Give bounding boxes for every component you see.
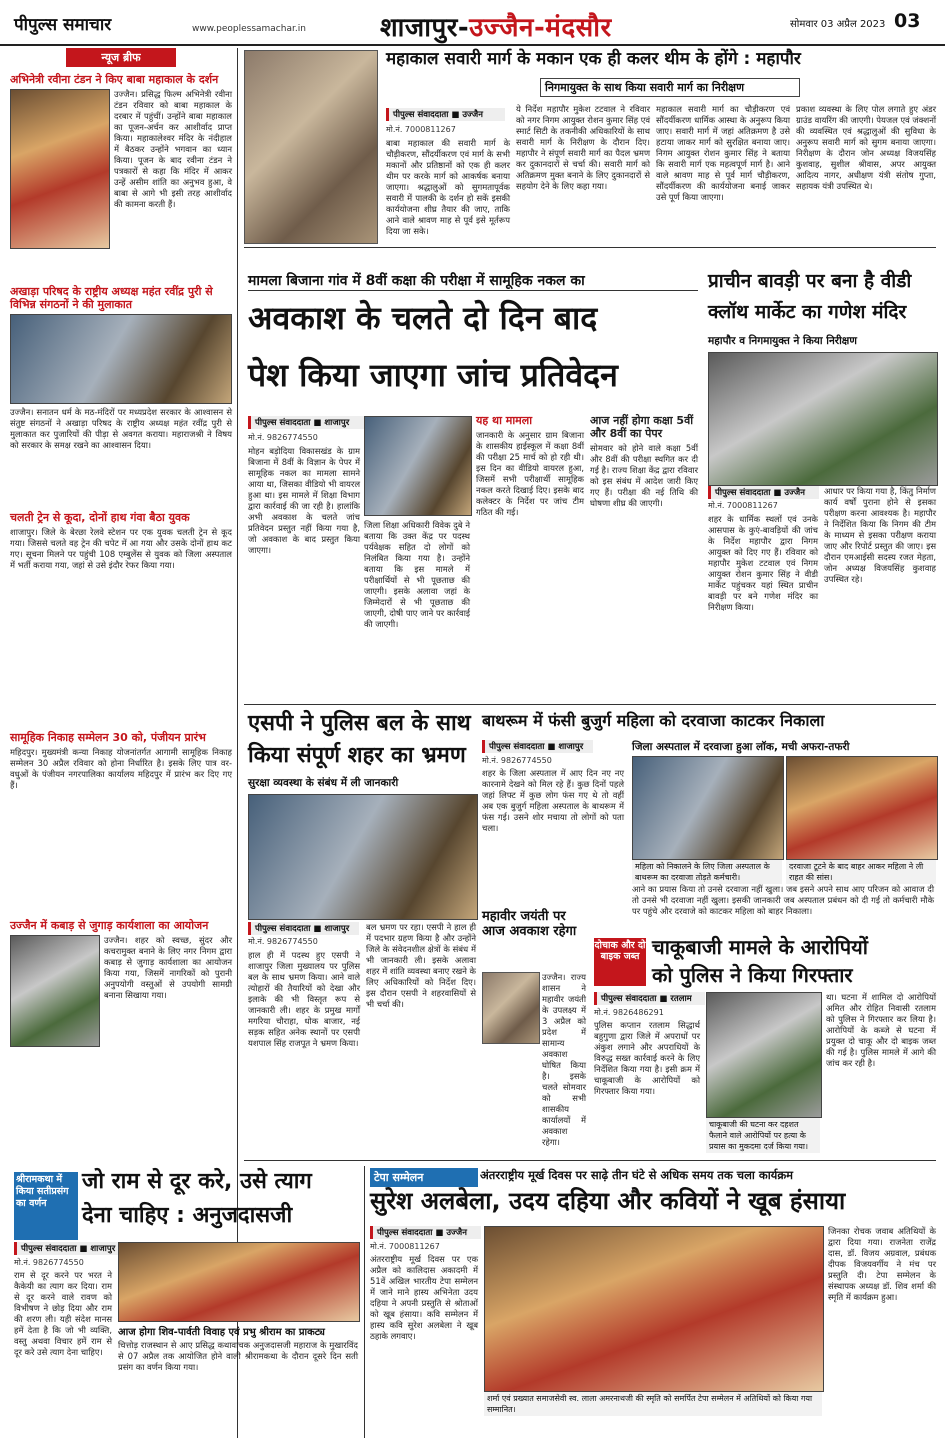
column-divider — [364, 1166, 365, 1438]
knife-col1: पुलिस कप्तान रतलाम सिद्धार्थ बहुगुणा द्वारा जिले में अपराधों पर अंकुश लगाने और अपराधियों के विरुद्ध सख्त कार्रवाई करने के लिए निर्देशित किया गया है। इसी क्रम में चाकूबाजी के आरोपियों को गिरफ्तार किया गया। — [594, 1020, 700, 1096]
kabad-workshop-photo — [10, 935, 100, 1047]
top-story-col1: बाबा महाकाल की सवारी मार्ग के चौड़ीकरण, सौंदर्यीकरण एवं मार्ग के सभी मकानों और प्रतिष्ठानों को एक ही कलर थीम पर करके मार्ग को आकर्षक बनाया जाएगा। श्रद्धालुओं को सुगमतापूर्वक सवारी में पालकी के दर्शन हो सकें इसकी कार्ययोजना शीघ्र तैयार की जाए, ताकि आने वाले श्रावण माह से पूर्व इसे मूर्तरूप दिया जा सके। — [386, 138, 510, 236]
brief-item-title: उज्जैन में कबाड़ से जुगाड़ कार्यशाला का आयोजन — [10, 919, 209, 932]
ram-headline-line2: देना चाहिए : अनुजदासजी — [82, 1203, 293, 1228]
page-number: 03 — [894, 10, 921, 32]
section-divider — [244, 704, 936, 705]
photo-caption: महिला को निकालने के लिए जिला अस्पताल के बाथरूम का दरवाजा तोड़ते कर्मचारी। — [632, 860, 782, 884]
reporter-phone: मो.नं. 9826774550 — [248, 433, 318, 442]
byline: पीपुल्स संवाददाता ■ उज्जैन — [708, 486, 819, 499]
raveena-photo — [10, 89, 110, 249]
ganesh-col1: शहर के धार्मिक स्थलों एवं उनके आसपास के कुएं-बावड़ियों की जांच के निर्देश महापौर द्वारा निगम आयुक्त को दिए गए हैं। रविवार को महापौर मुकेश टटवाल एवं निगम आयुक्त रोशन कुमार सिंह ने वीडी मार्केट पहुंचकर यहां स्थित प्राचीन बावड़ी पर बने गणेश मंदिर का निरीक्षण किया। — [708, 514, 818, 612]
reporter-phone: मो.नं. 9826486291 — [594, 1008, 664, 1017]
knife-headline-line2: को पुलिस ने किया गिरफ्तार — [652, 963, 853, 987]
website-link[interactable]: www.peoplessamachar.in — [192, 24, 306, 34]
exam-col2: जिला शिक्षा अधिकारी विवेक दुबे ने बताया कि उक्त केंद्र पर पदस्थ पर्यवेक्षक सहित दो लोगों को निलंबित किया गया है। उन्होंने बताया कि इस मामले में परीक्षार्थियों से भी पूछताछ की जाएगी। इसके अलावा जहां के जिम्मेदारों से भी पूछताछ की जाएगी, दोषी पाए जाने पर कार्रवाई की जाएगी। — [364, 520, 470, 629]
ganesh-headline-line2: क्लॉथ मार्केट का गणेश मंदिर — [708, 301, 907, 323]
box-title: यह था मामला — [476, 414, 533, 427]
column-divider — [237, 48, 238, 1438]
reporter-phone: मो.नं. 9826774550 — [14, 1258, 84, 1267]
accused-photo — [706, 992, 822, 1118]
byline: पीपुल्स संवाददाता ■ रतलाम — [594, 992, 705, 1005]
sp-patrol-photo — [248, 794, 478, 920]
exam-col1: मोहन बड़ोदिया विकासखंड के ग्राम बिजाना में 8वीं के विज्ञान के पेपर में सामूहिक नकल का मामला सामने आया था, जिसका वीडियो भी वायरल हुआ था। इस मामले में शिक्षा विभाग द्वारा कार्रवाई की जा रही है। हालांकि अभी अवकाश के चलते जांच प्रतिवेदन प्रस्तुत नहीं किया गया है, जो अवकाश के बाद प्रस्तुत किया जाएगा। — [248, 446, 360, 555]
sp-headline-line1: एसपी ने पुलिस बल के साथ — [248, 711, 471, 736]
kavi-kicker: अंतरराष्ट्रीय मूर्ख दिवस पर साढ़े तीन घंटे से अधिक समय तक चला कार्यक्रम — [480, 1168, 794, 1182]
brief-item-title: अभिनेत्री रवीना टंडन ने किए बाबा महाकाल के दर्शन — [10, 73, 219, 86]
brief-item-body: उज्जैन। शहर को स्वच्छ, सुंदर और कचरामुक्त बनाने के लिए नगर निगम द्वारा कबाड़ से जुगाड़ कार्यशाला का आयोजन किया गया, जिसमें नागरिकों को पुरानी अनुपयोगी वस्तुओं से उपयोगी सामग्री बनाना सिखाया गया। — [104, 935, 232, 1000]
brief-item-body: महिदपुर। मुख्यमंत्री कन्या निकाह योजनांतर्गत आगामी सामूहिक निकाह सम्मेलन 30 अप्रैल रविवार को होना निर्धारित है। इसके लिए पात्र वर-वधुओं के पंजीयन नगरपालिका कार्यालय महिदपुर में प्रारंभ कर दिए गए हैं। — [10, 747, 232, 790]
masthead — [0, 0, 945, 46]
issue-date: सोमवार 03 अप्रैल 2023 — [790, 19, 886, 30]
reporter-phone: मो.नं. 7000811267 — [386, 125, 456, 134]
news-brief-label: न्यूज ब्रीफ — [66, 48, 176, 67]
knife-col2: था। घटना में शामिल दो आरोपियों अमित और रोहित निवासी रतलाम को पुलिस ने गिरफ्तार कर लिया है। आरोपियों के कब्जे से घटना में प्रयुक्त दो चाकू और दो बाइक जब्त की गई है। पुलिस मामले में आगे की जांच कर रही है। — [826, 992, 936, 1068]
region-part1: शाजापुर- — [380, 13, 470, 43]
bathroom-col1: शहर के जिला अस्पताल में आए दिन नए नए कारनामे देखने को मिल रहे हैं। कुछ दिनों पहले जहां लिफ्ट में कुछ लोग फंस गए थे तो वहीं अब एक बुजुर्ग महिला अस्पताल के बाथरूम में फंस गई। उसने शोर मचाया तो लोगों को पता चला। — [482, 768, 624, 833]
byline: पीपुल्स संवाददाता ■ उज्जैन — [370, 1226, 481, 1239]
byline: पीपुल्स संवाददाता ■ शाजापुर — [248, 922, 359, 935]
brief-item-title: सामूहिक निकाह सम्मेलन 30 को, पंजीयन प्रारंभ — [10, 731, 206, 744]
exam-side-box-2 — [590, 414, 698, 698]
ganesh-subhead: महापौर व निगमायुक्त ने किया निरीक्षण — [708, 335, 857, 347]
section-divider — [244, 1160, 936, 1161]
brief-item-body: शाजापुर। जिले के बेरछा रेलवे स्टेशन पर एक युवक चलती ट्रेन से कूद गया। जिससे चलते वह ट्रेन की चपेट में आ गया और उसके दोनों हाथ कट गए। सूचना मिलने पर पहुंची 108 एम्बुलेंस से युवक को जिला अस्पताल में भर्ती कराया गया, जहां से उसे इंदौर रेफर किया गया। — [10, 527, 232, 570]
exam-headline-line2: पेश किया जाएगा जांच प्रतिवेदन — [248, 356, 618, 394]
exam-side-box — [476, 414, 584, 698]
reporter-phone: मो.नं. 9826774550 — [248, 937, 318, 946]
bathroom-subhead: जिला अस्पताल में दरवाजा हुआ लॉक, मची अफरा-तफरी — [632, 741, 850, 753]
sp-col2: बल भ्रमण पर रहा। एसपी ने हाल ही में पदभार ग्रहण किया है और उन्होंने जिले के संवेदनशील क्षेत्रों के संबंध में भी जानकारी ली। इसके अलावा शहर में शांति व्यवस्था बनाए रखने के लिए अधिकारियों को निर्देश दिए। इस दौरान एसपी ने शहरवासियों से भी चर्चा की। — [366, 922, 476, 1009]
sp-subhead: सुरक्षा व्यवस्था के संबंध में ली जानकारी — [248, 777, 399, 789]
brief-item-body: उज्जैन। प्रसिद्ध फिल्म अभिनेत्री रवीना टंडन रविवार को बाबा महाकाल के दरबार में पहुंचीं। उन्होंने बाबा महाकाल का पूजन-अर्चन कर आशीर्वाद प्राप्त किया। महाकालेश्वर मंदिर के नंदीहाल में बैठकर उन्होंने भगवान का ध्यान किया। पूजन के बाद रवीना टंडन ने पत्रकारों से कहा कि मंदिर में आकर उन्हें असीम शांति का अनुभव हुआ, वे बाबा से आगे भी इसी तरह आशीर्वाद की कामना करती हैं। — [114, 89, 232, 209]
section-divider — [244, 247, 936, 248]
kavi-headline: सुरेश अलबेला, उदय दहिया और कवियों ने खूब हंसाया — [370, 1187, 846, 1215]
ram-col2: चित्तोड़ राजस्थान से आए प्रसिद्ध कथावाचक अनुजदासजी महाराज के मुखारविंद से 07 अप्रैल तक आयोजित होने वाली श्रीरामकथा के दौरान दूसरे दिन सती प्रसंग का वर्णन किया गया। — [118, 1340, 358, 1372]
kavi-col1: अंतरराष्ट्रीय मूर्ख दिवस पर एक अप्रैल को कालिदास अकादमी में 51वें अखिल भारतीय टेपा सम्मेलन में जाने माने हास्य अभिनेता उदय दहिया ने अपनी प्रस्तुति से श्रोताओं को खूब हंसाया। कवि सम्मेलन में हास्य कवि सुरेश अलबेला ने खूब ठहाके लगवाए। — [370, 1254, 478, 1341]
ganesh-col2: आधार पर किया गया है, किंतु निर्माण कार्य वर्षों पुराना होने से इसका परीक्षण करना आवश्यक है। महापौर ने निर्देशित किया कि निगम की टीम के माध्यम से इसका परीक्षण कराया जाए और रिपोर्ट प्रस्तुत की जाए। इस दौरान एमआईसी सदस्य रजत मेहता, जोन अध्यक्ष विजयसिंह कुशवाह उपस्थित रहे। — [824, 486, 936, 584]
bathroom-door-photo — [632, 756, 784, 860]
box-body: सोमवार को होने वाले कक्षा 5वीं और 8वीं की परीक्षा स्थगित कर दी गई है। राज्य शिक्षा केंद्र द्वारा रविवार को इस संबंध में आदेश जारी किए गए हैं। परीक्षा की नई तिथि की घोषणा शीघ्र की जाएगी। — [590, 443, 698, 508]
top-story-col2: ये निर्देश महापौर मुकेश टटवाल ने रविवार को नगर निगम आयुक्त रोशन कुमार सिंह एवं स्मार्ट सिटी के तकनीकी अधिकारियों के साथ सवारी मार्ग के निरीक्षण के दौरान दिए। महापौर ने संपूर्ण सवारी मार्ग का पैदल भ्रमण कर दुकानदारों से चर्चा की। सवारी मार्ग को अतिक्रमण मुक्त बनाने के लिए दुकानदारों से सहयोग देने के लिए कहा गया। — [516, 104, 650, 191]
exam-kicker: मामला बिजाना गांव में 8वीं कक्षा की परीक्षा में सामूहिक नकल का — [248, 271, 698, 291]
knife-headline-line1: चाकूबाजी मामले के आरोपियों — [652, 935, 868, 959]
exam-headline-line1: अवकाश के चलते दो दिन बाद — [248, 299, 598, 337]
kavi-col2: जिनका रोचक जवाब अतिथियों के द्वारा दिया गया। राजनेता राजेंद्र दास, डॉ. विजय अग्रवाल, प्रबंधक दीपक विजयवर्गीय ने मंच पर प्रस्तुति दी। टेपा सम्मेलन के संस्थापक अध्यक्ष डॉ. शिव शर्मा की स्मृति में कार्यक्रम हुआ। — [828, 1226, 936, 1302]
photo-caption: शर्मा एवं प्रख्यात समाजसेवी स्व. लाला अमरनाथजी की स्मृति को समर्पित टेपा सम्मेलन में अतिथियों को किया गया सम्मानित। — [484, 1392, 822, 1416]
mahavir-headline: महावीर जयंती पर आज अवकाश रहेगा — [482, 909, 577, 939]
reporter-phone: मो.नं. 7000811267 — [370, 1242, 440, 1251]
top-story-col4: प्रकाश व्यवस्था के लिए पोल लगाते हुए अंडर ग्राउंड वायरिंग की जाएगी। पेयजल एवं जंक्शनों की व्यवस्थित एवं श्रद्धालुओं की सुविधा के अनुरूप सवारी मार्ग को सुगम बनाया जाएगा। निरीक्षण के दौरान जोन अध्यक्ष विजयसिंह कुशवाह, सुशील श्रीवास, अपर आयुक्त आदित्य नागर, अधीक्षण यंत्री संतोष गुप्ता, सहायक यंत्री उपस्थित थे। — [796, 104, 937, 191]
byline: पीपुल्स संवाददाता ■ शाजापुर — [14, 1242, 125, 1255]
ram-katha-photo — [118, 1242, 360, 1322]
box-body: जानकारी के अनुसार ग्राम बिजाना के शासकीय हाईस्कूल में कक्षा 8वीं की परीक्षा 25 मार्च को हो रही थी। इस दिन का वीडियो वायरल हुआ, जिसमें सभी परीक्षार्थी सामूहिक नकल करते दिखाई दिए। इसके बाद कलेक्टर के निर्देश पर जांच टीम गठित की गई। — [476, 430, 584, 517]
brief-item-body: उज्जैन। सनातन धर्म के मठ-मंदिरों पर मध्यप्रदेश सरकार के आश्वासन से संतुष्ट संगठनों ने अखाड़ा परिषद के राष्ट्रीय अध्यक्ष महंत रवींद्र पुरी से मुलाकात कर पुजारियों की पीड़ा से अवगत कराया। महाराजश्री ने विषय को सरकार के समक्ष रखने का आश्वासन दिया। — [10, 407, 232, 450]
akhada-meeting-photo — [10, 314, 232, 404]
ram-col1: राम से दूर करने पर भरत ने कैकेयी का त्याग कर दिया। राम से दूर करने वाले रावण को विभीषण ने छोड़ दिया और राम की शरण ली। यही संदेश मानस हमें देता है कि जो भी व्यक्ति, वस्तु अथवा विचार हमें राम से दूर करे उसे त्याग देना चाहिए। — [14, 1270, 112, 1357]
reporter-phone: मो.नं. 9826774550 — [482, 756, 552, 765]
region-title — [380, 8, 612, 44]
mahavir-idol-photo — [482, 972, 540, 1044]
byline: पीपुल्स संवाददाता ■ उज्जैन — [386, 108, 505, 121]
knife-badge: दोचाक और दो बाइक जब्त — [594, 938, 646, 986]
mahakal-shringar-photo — [244, 50, 378, 244]
tepa-badge: टेपा सम्मेलन — [370, 1168, 478, 1187]
photo-caption: दरवाजा टूटने के बाद बाहर आकर महिला ने ली राहत की सांस। — [786, 860, 936, 884]
reporter-phone: मो.नं. 7000811267 — [708, 501, 778, 510]
brief-item-title: चलती ट्रेन से कूदा, दोनों हाथ गंवा बैठा युवक — [10, 511, 190, 524]
top-story-col3: महाकाल सवारी मार्ग का चौड़ीकरण एवं सौंदर्यीकरण धार्मिक आस्था के अनुरूप किया जाए। सवारी मार्ग में जहां अतिक्रमण है उसे हटाया जाकर मार्ग को सुरक्षित बनाया जाए। निगम आयुक्त रोशन कुमार सिंह ने बताया कि सवारी मार्ग एक महत्वपूर्ण मार्ग है। आने वाले श्रावण माह से पूर्व मार्ग चौड़ीकरण, सौंदर्यीकरण की कार्ययोजना बनाई जाकर उसे पूर्ण किया जाएगा। — [656, 104, 790, 202]
top-story-headline: महाकाल सवारी मार्ग के मकान एक ही कलर थीम के होंगे : महापौर — [386, 49, 801, 69]
ram-subhead: आज होगा शिव-पार्वती विवाह एवं प्रभु श्रीराम का प्राकट्य — [118, 1327, 325, 1338]
bathroom-col2: आने का प्रयास किया तो उनसे दरवाजा नहीं खुला। जब इसने अपने साथ आए परिजन को आवाज दी तो उनसे भी दरवाजा नहीं खुला। इसकी जानकारी जब अस्पताल प्रबंधन को दी गई तो कर्मचारी मौके पर पहुंचे और दरवाजे को काटकर महिला को बाहर निकाला। — [632, 884, 934, 916]
exam-cheating-photo — [364, 416, 472, 516]
ganesh-headline-line1: प्राचीन बावड़ी पर बना है वीडी — [708, 270, 912, 292]
byline: पीपुल्स संवाददाता ■ शाजापुर — [248, 416, 371, 429]
ram-katha-badge: श्रीरामकथा में किया सतीप्रसंग का वर्णन — [14, 1172, 78, 1240]
kavi-sammelan-photo — [484, 1226, 824, 1392]
box-title: आज नहीं होगा कक्षा 5वीं और 8वीं का पेपर — [590, 414, 694, 440]
mahavir-body: उज्जैन। राज्य शासन ने महावीर जयंती के उपलक्ष्य में 3 अप्रैल को प्रदेश में सामान्य अवकाश घोषित किया है। इसके चलते सोमवार को सभी शासकीय कार्यालयों में अवकाश रहेगा। — [542, 972, 586, 1147]
sp-col1: हाल ही में पदस्थ हुए एसपी ने शाजापुर जिला मुख्यालय पर पुलिस बल के साथ भ्रमण किया। आने वाले त्योहारों की तैयारियों को देखा और इलाके की भी विस्तृत रूप से जानकारी ली। शहर के प्रमुख मार्गों मगरिया चौराहा, धोक बाजार, नई सड़क सहित अनेक स्थानों पर एसपी यशपाल सिंह राजपूत ने भ्रमण किया। — [248, 950, 360, 1048]
sp-headline-line2: किया संपूर्ण शहर का भ्रमण — [248, 743, 466, 768]
newspaper-logo: पीपुल्स समाचार — [14, 15, 112, 35]
region-part2: उज्जैन-मंदसौर — [469, 13, 612, 43]
photo-caption: चाकूबाजी की घटना कर दहशत फैलाने वाले आरोपियों पर हत्या के प्रयास का मुकदमा दर्ज किया गया। — [706, 1118, 820, 1153]
woman-rescued-photo — [786, 756, 938, 860]
top-story-subhead: निगमायुक्त के साथ किया सवारी मार्ग का निरीक्षण — [540, 78, 800, 97]
bathroom-headline: बाथरूम में फंसी बुजुर्ग महिला को दरवाजा काटकर निकाला — [482, 711, 825, 730]
ganesh-inspection-photo — [708, 352, 938, 486]
ram-headline-line1: जो राम से दूर करे, उसे त्याग — [82, 1169, 312, 1194]
brief-item-title: अखाड़ा परिषद के राष्ट्रीय अध्यक्ष महंत रवींद्र पुरी से विभिन्न संगठनों ने की मुलाकात — [10, 285, 213, 311]
byline: पीपुल्स संवाददाता ■ शाजापुर — [482, 740, 593, 753]
